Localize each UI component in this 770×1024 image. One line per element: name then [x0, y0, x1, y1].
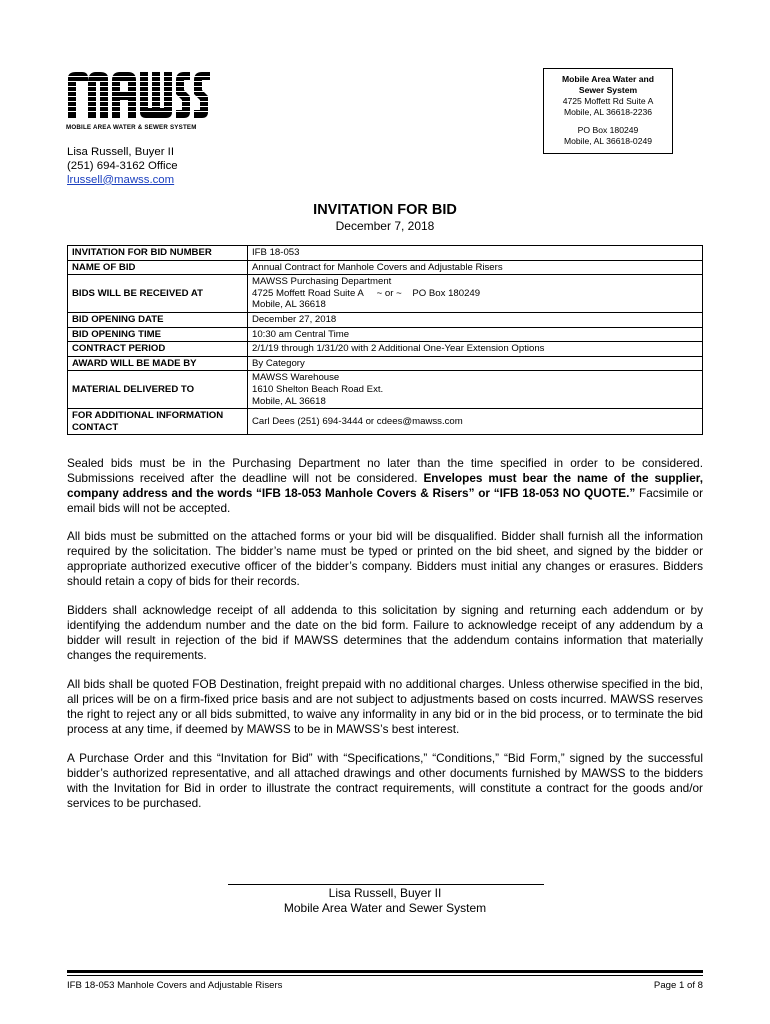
p1-tail-text: Facsimile or email bids will not be accepted. [67, 485, 704, 515]
logo-subtitle: MOBILE AREA WATER & SEWER SYSTEM [66, 124, 197, 131]
opening-time-value: 10:30 am Central Time [248, 327, 703, 342]
signature-line [228, 884, 544, 885]
po-city-state-zip: Mobile, AL 36618-0249 [563, 136, 653, 146]
award-value: By Category [248, 356, 703, 371]
buyer-phone: (251) 694-3162 Office [67, 159, 178, 172]
paragraph-fob: All bids shall be quoted FOB Destination, freight prepaid with no additional charges. Unless otherwise specified in the bid, all prices will be on a firm-fixed price basis and are not subject to adjustments based on costs incurred. MAWSS reserves the right to reject any or all bids submitted, to waive any informality in any bid or in the bid process, or to terminate the bid process at any time, if deemed by MAWSS to be in MAWSS’s best interest. [67, 677, 703, 736]
table-row [68, 342, 703, 357]
bids-received-value [248, 275, 703, 313]
paragraph-addenda: Bidders shall acknowledge receipt of all addenda to this solicitation by signing and returning each addendum or by identifying the addendum number and the date on the bid form. Failure to acknowledge receipt of any addendum by a bidder will result in rejection of the bid if MAWSS determines that the addendum contains information that materially changes the requirements. [67, 603, 703, 662]
buyer-name: Lisa Russell, Buyer II [67, 146, 174, 158]
mawss-wordmark-graphic [66, 68, 212, 120]
bid-name-label: NAME OF BID [68, 260, 248, 275]
footer-rule [67, 970, 703, 973]
info-contact-label [68, 409, 248, 435]
address-box [543, 68, 673, 154]
p1-bold-text: Envelopes must bear the name of the supplier, company address and the words “IFB 18-053 Manhole Covers & Risers” or “IFB 18-053 NO QUOTE.” [67, 470, 703, 500]
award-label: AWARD WILL BE MADE BY [68, 356, 248, 371]
table-row [68, 409, 703, 435]
bid-name-value: Annual Contract for Manhole Covers and Adjustable Risers [248, 260, 703, 275]
opening-date-label: BID OPENING DATE [68, 312, 248, 327]
bid-number-value: IFB 18-053 [248, 246, 703, 261]
delivered-line3: Mobile, AL 36618 [252, 395, 326, 407]
signature-name: Lisa Russell, Buyer II [328, 886, 442, 900]
delivered-label: MATERIAL DELIVERED TO [68, 371, 248, 409]
opening-time-label: BID OPENING TIME [68, 327, 248, 342]
table-row [68, 371, 703, 409]
table-row [68, 260, 703, 275]
buyer-contact [67, 146, 178, 187]
delivered-value [248, 371, 703, 409]
bid-info-table [67, 245, 703, 435]
footer-rule-thin [67, 975, 703, 976]
delivered-line1: MAWSS Warehouse [252, 372, 340, 384]
bids-received-label: BIDS WILL BE RECEIVED AT [68, 275, 248, 313]
mawss-logo [66, 68, 214, 134]
org-name-line1: Mobile Area Water and [561, 74, 654, 84]
footer-page-number: Page 1 of 8 [653, 980, 703, 991]
contract-period-value: 2/1/19 through 1/31/20 with 2 Additional One-Year Extension Options [248, 342, 703, 357]
document-date: December 7, 2018 [335, 219, 435, 233]
footer-doc-name: IFB 18-053 Manhole Covers and Adjustable Risers [67, 980, 283, 991]
city-state-zip: Mobile, AL 36618-2236 [563, 107, 653, 117]
p1-normal-text: Sealed bids must be in the Purchasing Department no later than the time specified in order to be considered. Submissions received after the deadline will not be considered. [67, 456, 703, 485]
opening-date-value: December 27, 2018 [248, 312, 703, 327]
table-row [68, 275, 703, 313]
contract-period-label: CONTRACT PERIOD [68, 342, 248, 357]
table-row [68, 356, 703, 371]
street-address: 4725 Moffett Rd Suite A [562, 96, 654, 106]
signature-org: Mobile Area Water and Sewer System [283, 901, 487, 915]
po-box: PO Box 180249 [577, 125, 639, 135]
received-line3: Mobile, AL 36618 [252, 299, 326, 311]
table-row [68, 246, 703, 261]
org-name-line2: Sewer System [578, 85, 638, 95]
table-row [68, 312, 703, 327]
info-contact-value: Carl Dees (251) 694-3444 or cdees@mawss.com [248, 409, 703, 435]
document-title: INVITATION FOR BID [313, 202, 457, 218]
bid-number-label: INVITATION FOR BID NUMBER [68, 246, 248, 261]
paragraph-forms: All bids must be submitted on the attached forms or your bid will be disqualified. Bidder shall furnish all the information required by the solicitation. The bidder’s name must be typed or printed on the bid sheet, and signed by the bidder or appropriate authorized executive officer of the bidder’s company. Bidders must initial any changes or erasures. Bidders should retain a copy of bids for their records. [67, 529, 703, 588]
paragraph-submission [67, 456, 703, 516]
table-row [68, 327, 703, 342]
paragraph-purchase-order: A Purchase Order and this “Invitation for Bid” with “Specifications,” “Conditions,” “Bid Form,” signed by the successful bidder’s authorized representative, and all attached drawings and other documents furnished by MAWSS to the bidders with the Invitation for Bid in order to illustrate the contract requirements, will constitute a contract for the goods and/or services to be purchased. [67, 751, 703, 810]
info-label-line2: CONTACT [72, 421, 119, 433]
received-line1: MAWSS Purchasing Department [252, 276, 392, 288]
delivered-line2: 1610 Shelton Beach Road Ext. [252, 383, 384, 395]
buyer-email-link[interactable]: lrussell@mawss.com [67, 173, 175, 186]
info-label-line1: FOR ADDITIONAL INFORMATION [72, 410, 224, 422]
received-line2: 4725 Moffett Road Suite A ~ or ~ PO Box 180249 [252, 287, 481, 299]
